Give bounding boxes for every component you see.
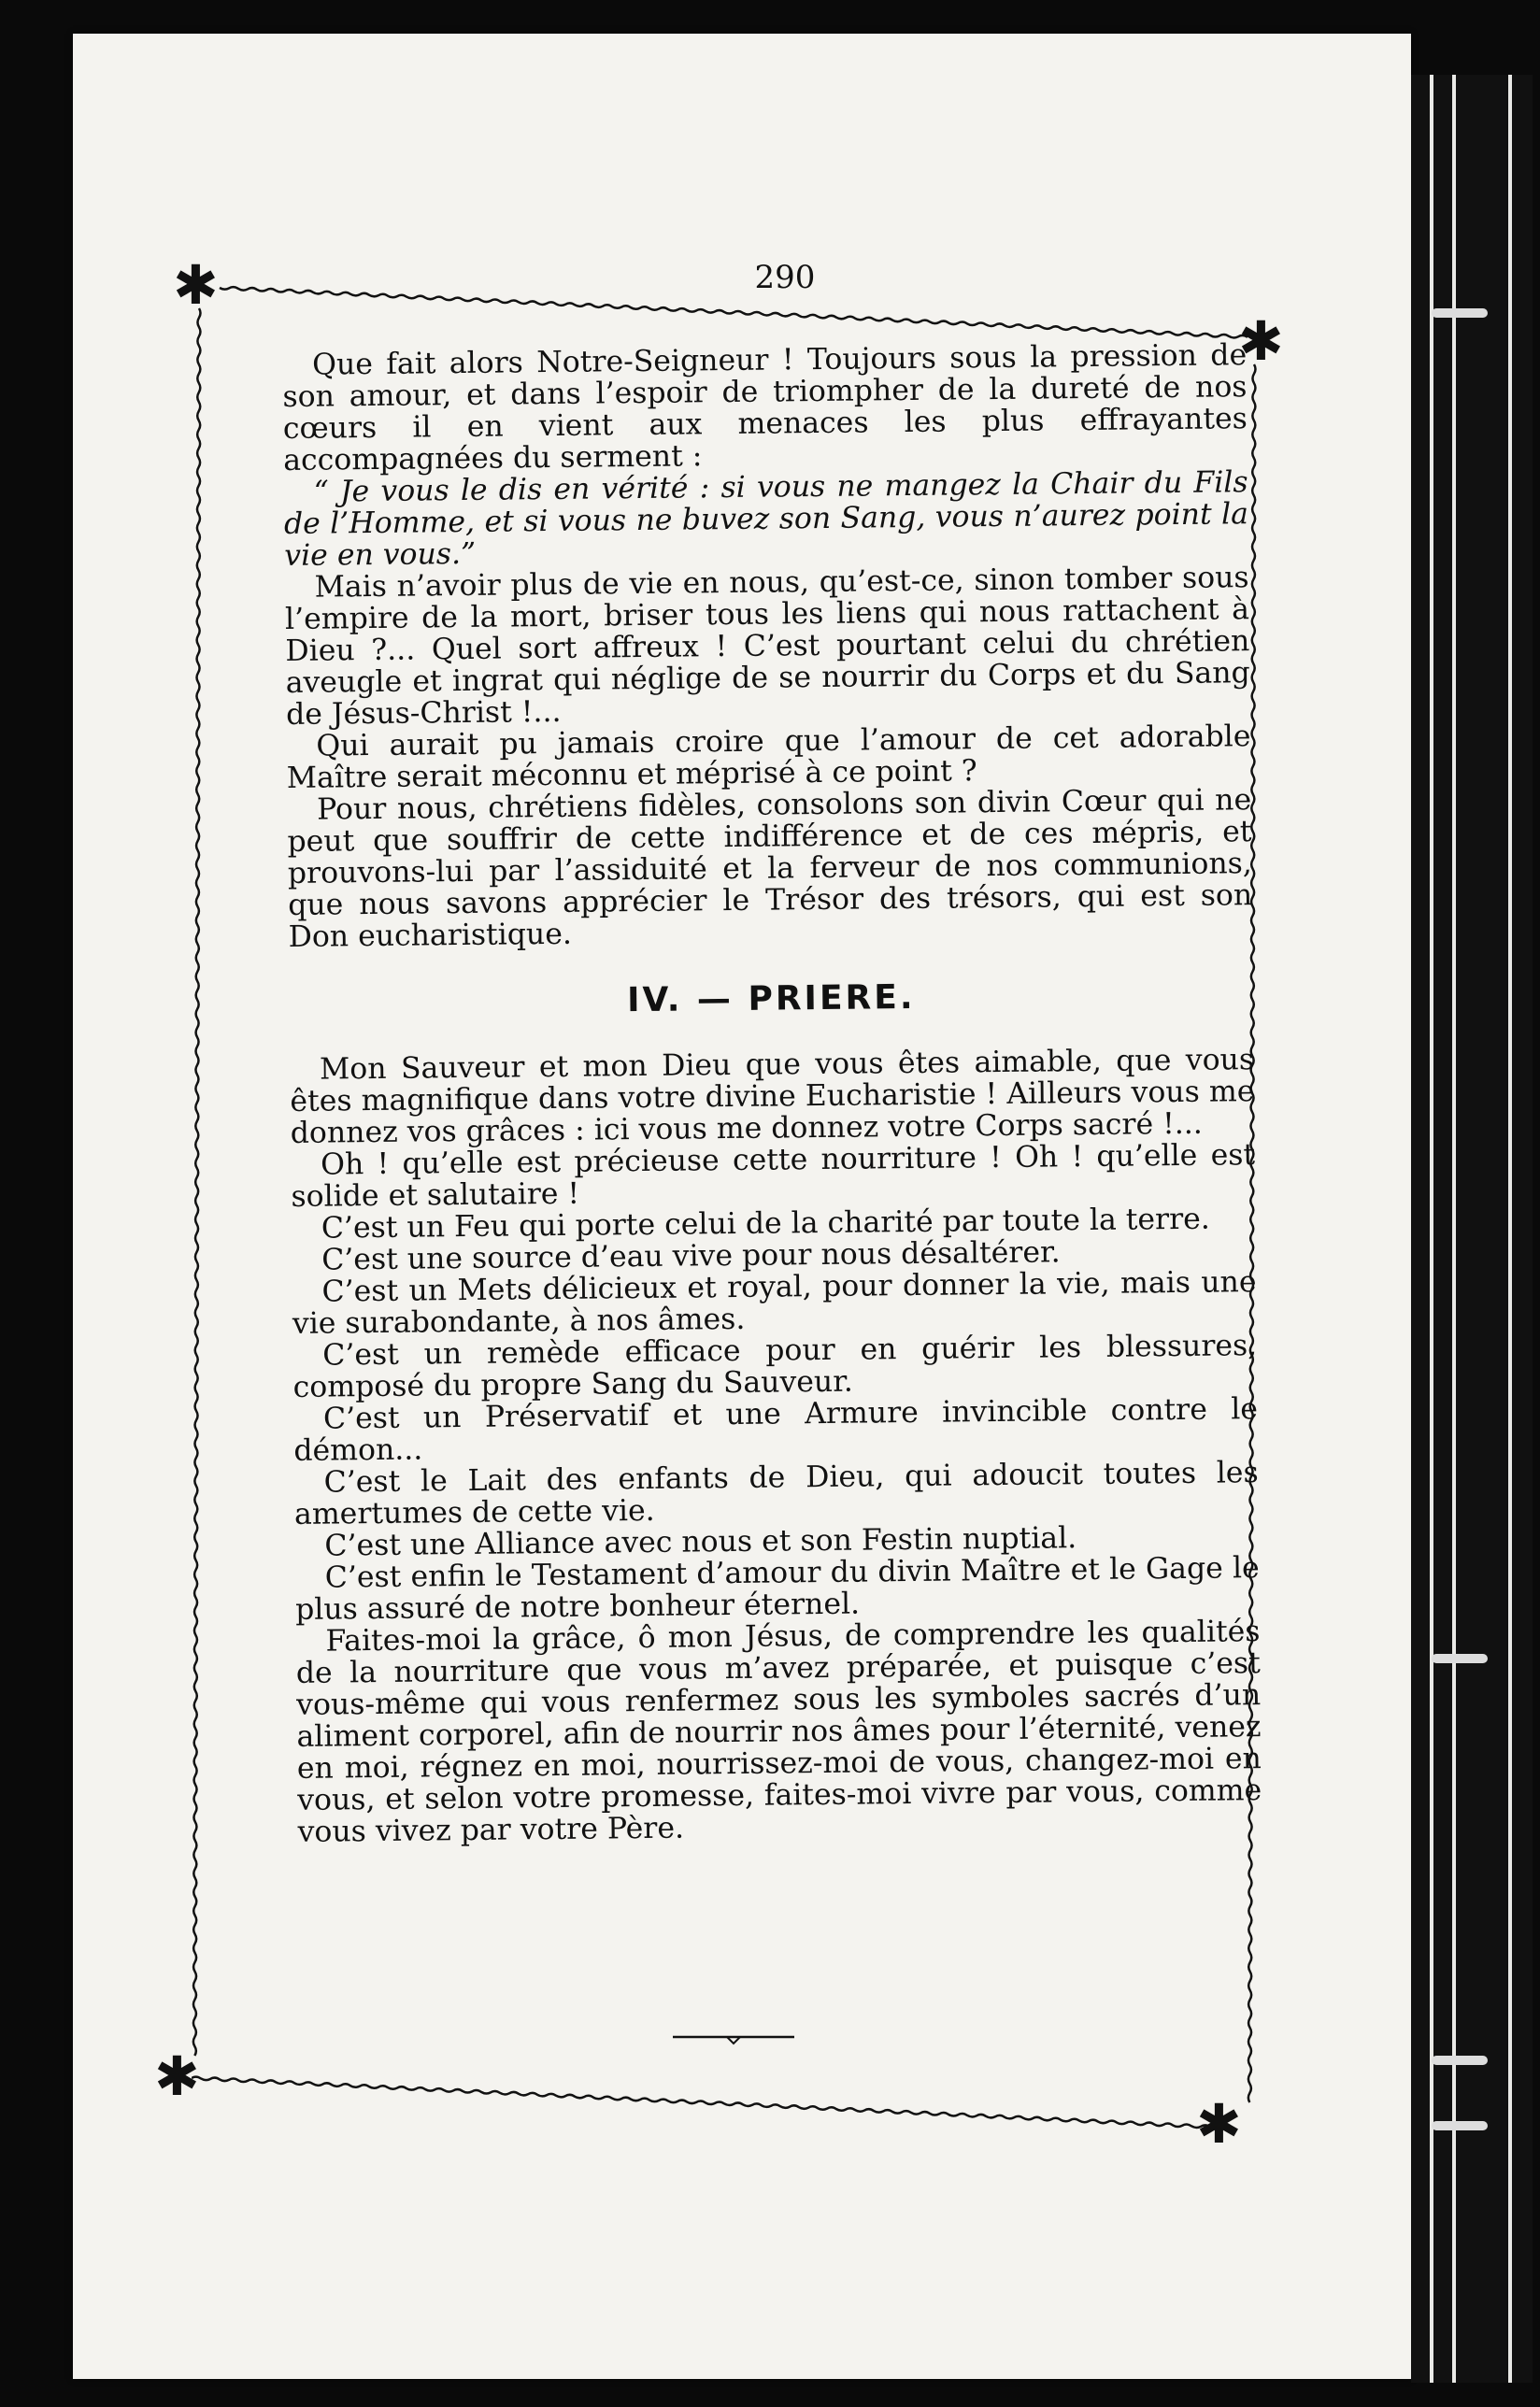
paragraph: “ Je vous le dis en vérité : si vous ne mangez la Chair du Fils de l’Homme, et si vous ne buvez son Sang, vous n’aurez point la vie en vous.”	[283, 465, 1249, 573]
paragraph: C’est le Lait des enfants de Dieu, qui adoucit toutes les amertumes de cette vie.	[293, 1456, 1259, 1531]
paragraph: Qui aurait pu jamais croire que l’amour de cet adorable Maître serait méconnu et méprisé à ce point ?	[286, 719, 1251, 795]
paragraph: Mais n’avoir plus de vie en nous, qu’est-ce, sinon tomber sous l’empire de la mort, briser tous les liens qui nous rattachent à Dieu ?... Quel sort affreux ! C’est pourtant celui du chrétien aveugle et ingrat qui néglige de se nourrir du Corps et du Sang de Jésus-Christ !...	[284, 561, 1250, 732]
asterisk-star-icon: ✱	[173, 253, 219, 317]
book-binding	[1411, 75, 1533, 2383]
paragraph: C’est un remède efficace pour en guérir les blessures, composé du propre Sang du Sauveur.	[292, 1329, 1258, 1404]
paragraph: C’est une source d’eau vive pour nous désaltérer.	[321, 1235, 1061, 1277]
prayer-text	[290, 1044, 1262, 1848]
meditation-text	[282, 339, 1253, 953]
tail-ornament-icon	[673, 2031, 794, 2046]
paragraph: C’est enfin le Testament d’amour du divin Maître et le Gage le plus assuré de notre bonheur éternel.	[294, 1551, 1260, 1627]
paragraph: Oh ! qu’elle est précieuse cette nourriture ! Oh ! qu’elle est solide et salutaire !	[291, 1138, 1256, 1214]
paragraph: Faites-moi la grâce, ô mon Jésus, de comprendre les qualités de la nourriture que vous m’avez préparée, et puisque c’est vous-même qui vous renfermez sous les symboles sacrés d’un aliment corporel, afin de nourrir nos âmes pour l’éternité, venez en moi, régnez en moi, nourrissez-moi de vous, changez-moi en vous, et selon votre promesse, faites-moi vivre par vous, comme vous vivez par votre Père.	[295, 1615, 1262, 1849]
asterisk-star-icon: ✱	[154, 2044, 200, 2108]
asterisk-star-icon: ✱	[1238, 309, 1284, 373]
paragraph: Pour nous, chrétiens fidèles, consolons son divin Cœur qui ne peut que souffrir de cette indifférence et de ces mépris, et prouvons-lui par l’assiduité et la ferveur de nos communions, que nous savons apprécier le Trésor des trésors, qui est son Don eucharistique.	[287, 783, 1253, 954]
paragraph: C’est un Préservatif et une Armure invincible contre le démon...	[293, 1392, 1259, 1468]
page-number: 290	[754, 259, 816, 296]
paragraph: C’est un Mets délicieux et royal, pour donner la vie, mais une vie surabondante, à nos âmes.	[292, 1265, 1257, 1341]
paragraph: Que fait alors Notre-Seigneur ! Toujours sous la pression de son amour, et dans l’espoir de triompher de la dureté de nos cœurs il en vient aux menaces les plus effrayantes accompagnées du serment :	[282, 338, 1248, 477]
paragraph: C’est un Feu qui porte celui de la charité par toute la terre.	[321, 1202, 1211, 1246]
paragraph: C’est une Alliance avec nous et son Festin nuptial.	[324, 1521, 1077, 1563]
section-heading: IV. — PRIERE.	[626, 977, 916, 1020]
paragraph: Mon Sauveur et mon Dieu que vous êtes aimable, que vous êtes magnifique dans votre divine Eucharistie ! Ailleurs vous me donnez vos grâces : ici vous me donnez votre Corps sacré !...	[290, 1043, 1255, 1150]
page-text	[282, 339, 1262, 1848]
asterisk-star-icon: ✱	[1196, 2092, 1242, 2156]
